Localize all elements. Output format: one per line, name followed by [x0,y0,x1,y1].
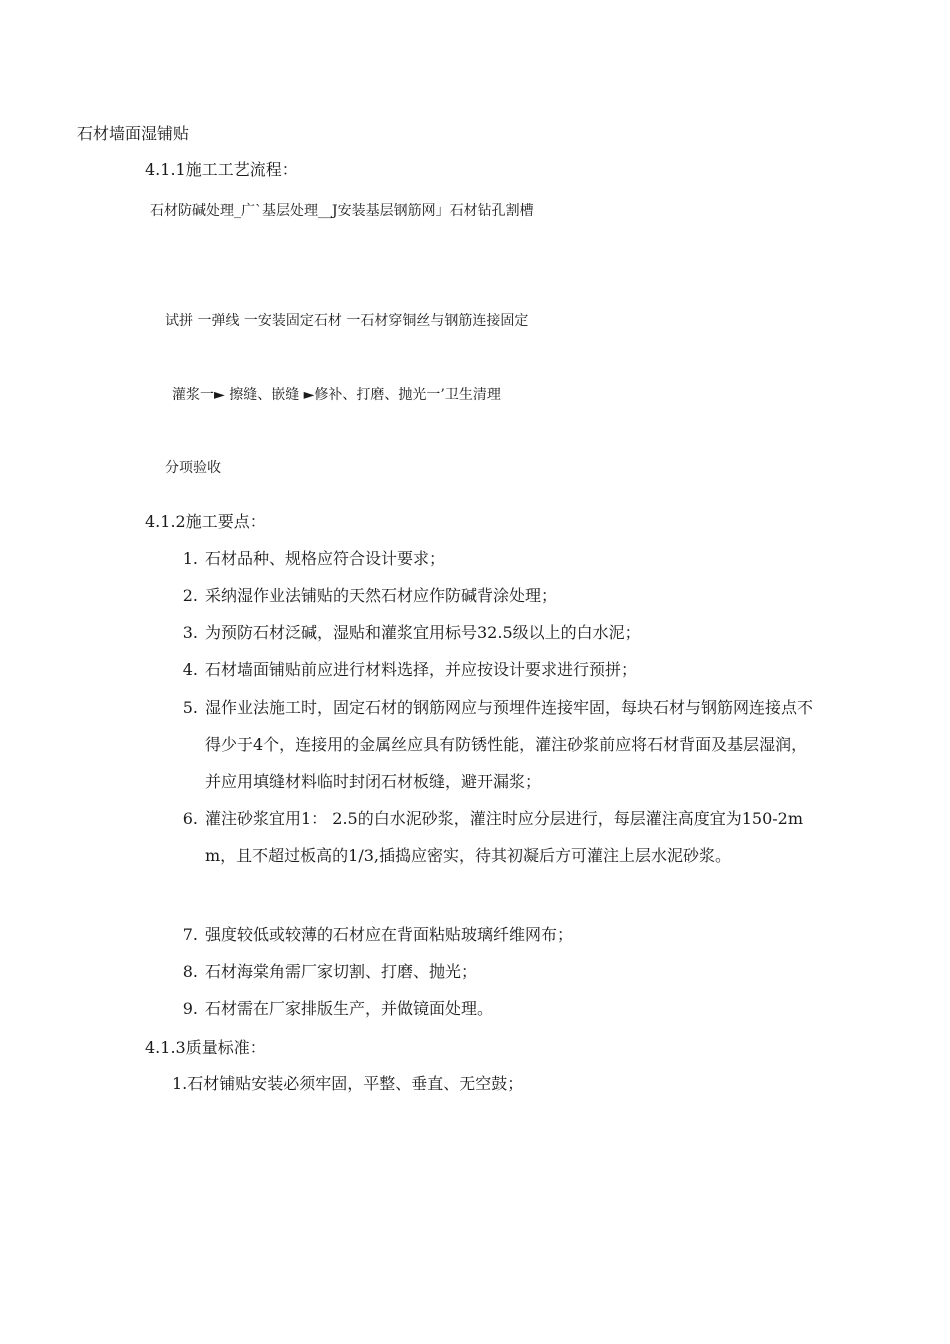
list-item-number: 9. [182,999,198,1018]
section-heading-key-points: 4.1.2施工要点： [145,512,266,531]
list-item-text: 石材海棠角需厂家切割、打磨、抛光； [205,962,478,981]
document-title: 石材墙面湿铺贴 [77,124,190,143]
process-flow-line-3: 灌浆一► 擦缝、嵌缝 ►修补、打磨、抛光一’卫生清理 [172,387,501,403]
list-item-number: 2. [182,586,198,605]
list-item [172,689,822,800]
list-item-text: 湿作业法施工时，固定石材的钢筋网应与预埋件连接牢固，每块石材与钢筋网连接点不得少于4个，连接用的金属丝应具有防锈性能，灌注砂浆前应将石材背面及基层湿润，并应用填缝材料临时封闭石材板缝，避开漏浆； [205,698,814,791]
section-heading-quality-standards: 4.1.3质量标准： [145,1038,266,1057]
section-heading-process: 4.1.1施工工艺流程： [145,160,298,179]
process-flow-line-1: 石材防碱处理_广`基层处理__J安装基层钢筋网」石材钻孔割槽 [150,203,534,219]
list-item-number: 5. [182,698,198,717]
list-item-number: 3. [182,623,198,642]
list-item-text: 强度较低或较薄的石材应在背面粘贴玻璃纤维网布； [205,925,574,944]
quality-standard-item: 1.石材铺贴安装必须牢固，平整、垂直、无空鼓； [172,1074,524,1093]
list-item-number: 6. [182,809,198,828]
list-item-text: 石材墙面铺贴前应进行材料选择，并应按设计要求进行预拼； [205,660,638,679]
list-item-text: 采纳湿作业法铺贴的天然石材应作防碱背涂处理； [205,586,558,605]
list-item-number: 8. [182,962,198,981]
process-flow-line-4: 分项验收 [165,460,221,476]
list-item-text: 石材品种、规格应符合设计要求； [205,549,446,568]
list-item [172,800,822,911]
process-flow-line-2: 试拼 一弹线 一安装固定石材 一石材穿铜丝与钢筋连接固定 [165,313,529,329]
list-item-number: 1. [182,549,198,568]
list-item-text: 灌注砂浆宜用1： 2.5的白水泥砂浆，灌注时应分层进行，每层灌注高度宜为150-2mm，且不超过板高的1/3,插捣应密实，待其初凝后方可灌注上层水泥砂浆。 [205,809,804,865]
list-item-number: 7. [182,925,198,944]
list-item-text: 为预防石材泛碱，湿贴和灌浆宜用标号32.5级以上的白水泥； [205,623,641,642]
list-item-number: 4. [182,660,198,679]
list-item-text: 石材需在厂家排版生产，并做镜面处理。 [205,999,494,1018]
